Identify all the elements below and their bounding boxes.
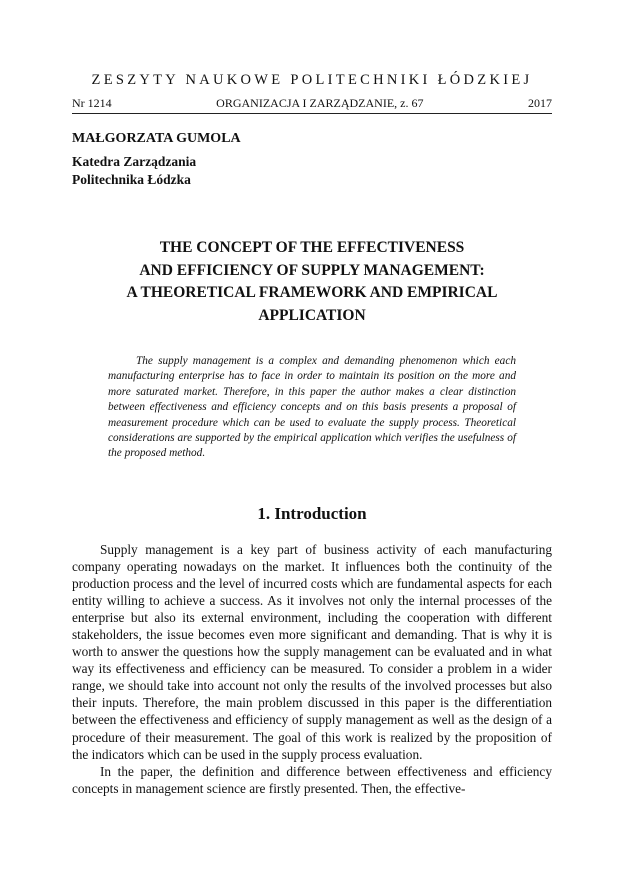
title-line: THE CONCEPT OF THE EFFECTIVENESS (159, 239, 465, 256)
journal-series: ORGANIZACJA I ZARZĄDZANIE, z. 67 (216, 96, 424, 110)
author-institution: Politechnika Łódzka (72, 172, 191, 187)
abstract: The supply management is a complex and demanding phenomenon which each manufacturing enterprise has to face in order to maintain its position on the more and more saturated market. Therefore, in this paper the author makes a clear distinction between effectiveness and efficiency concepts and on this basis presents a proposal of measurement procedure which can be used to evaluate the supply process. Theoretical considerations are supported by the empirical application which verifies the usefulness of the proposed method. (108, 355, 516, 460)
body-paragraph: Supply management is a key part of business activity of each manufacturing company operating nowadays on the market. It influences both the continuity of the production process and the level of incurred costs which are fundamental aspects for each entity willing to achieve a success. As it involves not only the internal processes of the enterprise but also its external environment, including the cooperation with different stakeholders, the issue becomes even more significant and demanding. That is why it is worth to answer the questions how the supply management can be evaluated and in what way its effectiveness and efficiency can be measured. To consider a problem in a wider range, we should take into account not only the results of the involved processes but also their inputs. Therefore, the main problem discussed in this paper is the differentiation between the effectiveness and efficiency of supply management as well as the design of a procedure of their measurement. The goal of this work is realized by the proposition of the indicators which can be used in the supply process evaluation. (72, 542, 552, 762)
title-line: A THEORETICAL FRAMEWORK AND EMPIRICAL (126, 284, 498, 301)
journal-title: ZESZYTY NAUKOWE POLITECHNIKI ŁÓDZKIEJ (91, 72, 533, 88)
body-paragraph: In the paper, the definition and difference between effectiveness and efficiency concepts in management science are firstly presented. Then, the effective- (72, 763, 552, 796)
paper-title (72, 237, 552, 327)
issue-info-row (72, 96, 552, 114)
issue-year: 2017 (527, 96, 552, 110)
section-heading: 1. Introduction (257, 504, 367, 523)
title-line: APPLICATION (258, 306, 366, 324)
issue-number: Nr 1214 (72, 96, 112, 110)
author-department: Katedra Zarządzania (72, 154, 197, 169)
section-body (72, 541, 552, 797)
title-line: AND EFFICIENCY OF SUPPLY MANAGEMENT: (139, 261, 485, 279)
author-name: MAŁGORZATA GUMOLA (72, 131, 241, 146)
